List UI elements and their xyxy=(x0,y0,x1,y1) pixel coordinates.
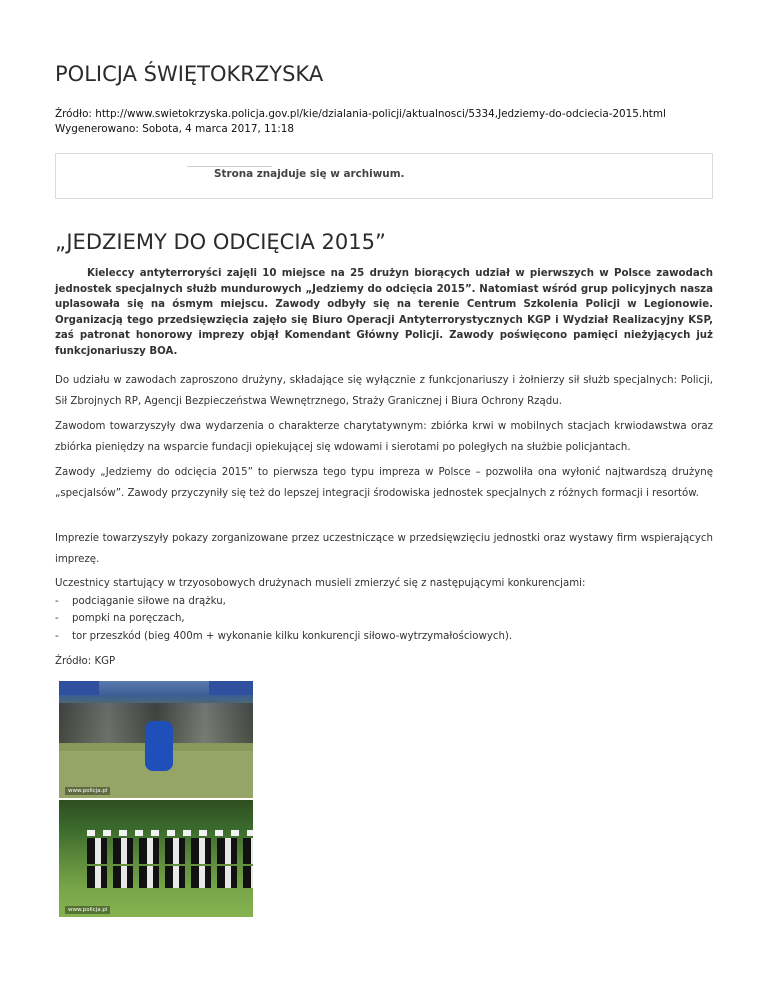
document-meta xyxy=(55,107,666,137)
photo-police-band[interactable] xyxy=(59,800,253,917)
generated-date-line: Wygenerowano: Sobota, 4 marca 2017, 11:18 xyxy=(55,123,294,135)
competitions-list xyxy=(55,575,713,645)
tent-shape xyxy=(59,681,99,695)
archive-divider xyxy=(187,166,272,167)
band-caps-shape xyxy=(87,830,253,836)
list-item-text: pompki na poręczach, xyxy=(72,613,185,624)
list-dash: - xyxy=(55,613,59,624)
source-url-line: Źródło: http://www.swietokrzyska.policja.gov.pl/kie/dzialania-policji/aktualnosci/5334,Jedziemy-do-odciecia-2015.html xyxy=(55,108,666,120)
photo-watermark: www.policja.pl xyxy=(65,787,110,795)
list-item xyxy=(55,593,713,611)
article-paragraph: Do udziału w zawodach zaproszono drużyny, składające się wyłącznie z funkcjonariuszy i żołnierzy sił służb specjalnych: Policji, Sił Zbrojnych RP, Agencji Bezpieczeństwa Wewnętrznego, Straży Granicznej i Biura Ochrony Rządu. xyxy=(55,375,713,407)
list-item xyxy=(55,610,713,628)
list-dash: - xyxy=(55,595,59,607)
list-dash: - xyxy=(55,630,59,642)
article-paragraph: Zawodom towarzyszyły dwa wydarzenia o charakterze charytatywnym: zbiórka krwi w mobilnych stacjach krwiodawstwa oraz zbiórka pieniędzy na wsparcie fundacji opiekującej się wdowami i sierotami po poległych na służbie policjantach. xyxy=(55,421,713,453)
photo-athlete[interactable] xyxy=(59,681,253,798)
article-paragraph: Imprezie towarzyszyły pokazy zorganizowane przez uczestniczące w przedsięwzięciu jednostki oraz wystawy firm wspierających imprezę. xyxy=(55,533,713,565)
list-item xyxy=(55,628,713,646)
competitions-intro: Uczestnicy startujący w trzyosobowych drużynach musieli zmierzyć się z następującymi konkurencjami: xyxy=(55,578,586,589)
athlete-figure xyxy=(145,721,173,771)
archive-notice-box xyxy=(55,153,713,199)
band-row-shape xyxy=(87,838,253,864)
article-title: „JEDZIEMY DO ODCIĘCIA 2015” xyxy=(55,230,386,254)
source-note: Źródło: KGP xyxy=(55,656,116,667)
tent-shape xyxy=(209,681,253,695)
list-item-text: tor przeszkód (bieg 400m + wykonanie kilku konkurencji siłowo-wytrzymałościowych). xyxy=(72,630,513,642)
site-title: POLICJA ŚWIĘTOKRZYSKA xyxy=(55,62,324,86)
archive-notice-text: Strona znajduje się w archiwum. xyxy=(214,168,405,180)
article-paragraph: Zawody „Jedziemy do odcięcia 2015” to pierwsza tego typu impreza w Polsce – pozwoliła ona wyłonić najtwardszą drużynę „specjalsów”. Zawody przyczyniły się też do lepszej integracji środowiska jednostek specjalnych z różnych formacji i resortów. xyxy=(55,467,713,499)
list-item-text: podciąganie siłowe na drążku, xyxy=(72,595,226,607)
band-row-shape xyxy=(87,866,253,888)
article-lead: Kieleccy antyterroryści zajęli 10 miejsce na 25 drużyn biorących udział w pierwszych w Polsce zawodach jednostek specjalnych służb mundurowych „Jedziemy do odcięcia 2015”. Natomiast wśród grup policyjnych nasza uplasowała się na ósmym miejscu. Zawody odbyły się na terenie Centrum Szkolenia Policji w Legionowie. Organizacją tego przedsięwzięcia zajęło się Biuro Operacji Antyterrorystycznych KGP i Wydział Realizacyjny KSP, zaś patronat honorowy imprezy objął Komendant Główny Policji. Zawody poświęcono pamięci nieżyjących już funkcjonariuszy BOA. xyxy=(55,268,713,357)
photo-watermark: www.policja.pl xyxy=(65,906,110,914)
